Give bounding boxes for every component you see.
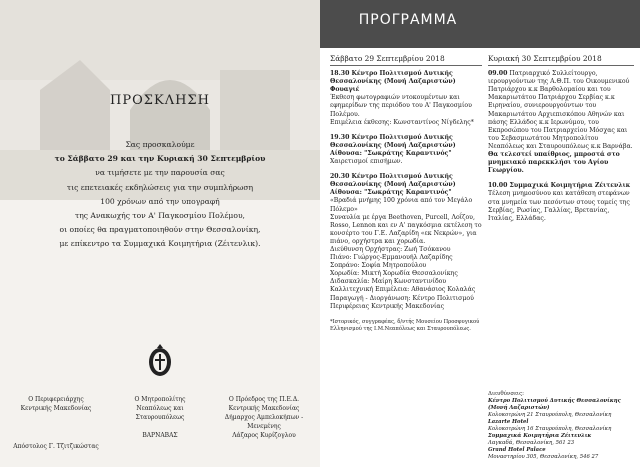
invitation-line: Σας προσκαλούμε — [125, 140, 195, 149]
event-item: 19.30 Κέντρο Πολιτισμού Δυτικής Θεσσαλονίκης (Μονή Λαζαριστών) Αίθουσα: "Σωκράτης Καραντινός" Χαιρετισμοί επισήμων. — [330, 133, 456, 166]
invitation-text — [8, 138, 312, 252]
program-day-saturday — [330, 55, 482, 333]
invitation-line: τις επετειακές εκδηλώσεις για την συμπλήρωση — [66, 182, 254, 192]
program-title: ΠΡΟΓΡΑΜΜΑ — [358, 12, 458, 28]
invitation-title: ΠΡΟΣΚΛΗΣΗ — [110, 93, 210, 108]
program-panel — [320, 0, 640, 467]
invitation-line: με επίκεντρο τα Συμμαχικά Κοιμητήρια (Ζέιτενλικ). — [59, 239, 261, 249]
address-item: Grand Hotel Palace Μοναστηρίου 305, Θεσσαλονίκη, 546 27 — [488, 447, 599, 460]
invitation-line: της Ανακωχής τον Α' Παγκοσμίου Πολέμου, — [75, 211, 245, 221]
invitation-line: οι οποίες θα πραγματοποιηθούν στην Θεσσαλονίκη, — [59, 225, 261, 235]
address-item: Κέντρο Πολιτισμού Δυτικής Θεσσαλονίκης (Μονή Λαζαριστών) Κολοκοτρώνη 21 Σταυρούπολη, Θεσσαλονίκη — [488, 398, 621, 418]
program-day-sunday — [488, 55, 634, 230]
day-date: Σάββατο 29 Σεπτεμβρίου 2018 — [330, 55, 482, 66]
metropolis-seal-icon — [147, 342, 173, 378]
footnote: *Ιστορικός, συγγραφέας, δ/ντής Μουσείου Προσφυγικού Ελληνισμού της Ι.Μ.Νεαπόλεως και Σταυρουπόλεως. — [330, 318, 480, 332]
invitation-line-dates: το Σάββατο 29 και την Κυριακή 30 Σεπτεμβρίου — [54, 154, 266, 164]
invitation-line: να τιμήσετε με την παρουσία σας — [95, 168, 225, 178]
addresses-label: Διευθύνσεις: — [488, 391, 525, 397]
signatory-mayor: Ο Πρόεδρος της Π.Ε.Δ. Κεντρικής Μακεδονίας Δήμαρχος Αμπελοκήπων - Μενεμένης Λάζαρος Κυρίζογλου — [224, 396, 304, 439]
signatory-regional-governor: Ο Περιφερειάρχης Κεντρικής Μακεδονίας Απόστολος Γ. Τζιτζικώστας — [13, 396, 99, 450]
signatory-metropolitan: Ο Μητροπολίτης Νεαπόλεως και Σταυρουπόλεως ΒΑΡΝΑΒΑΣ — [134, 396, 186, 439]
program-header — [320, 0, 640, 48]
invitation-line: 100 χρόνων από την υπογραφή — [100, 196, 220, 206]
event-item: 09.00 Πατριαρχικό Συλλείτουργο, ιερουργούντων της Α.Θ.Π. του Οικουμενικού Πατριάρχου κ.κ Βαρθολομαίου και του Μακαριωτάτου Πατριάρχου Σερβίας κ.κ Ειρηναίου, συνιερουργούντων του Μακαριωτάτου Αρχιεπισκόπου Αθηνών και πάσης Ελλάδος κ.κ Ιερωνύμου, του Εκπροσώπου του Πατριαρχείου Μόσχας και του Σεβασμιωτάτου Μητροπολίτου Νεαπόλεως και Σταυρουπόλεως κ.κ Βαρνάβα. Θα τελεστεί υπαίθριος, μπροστά στο μνημειακό παρεκκλήσι του Αγίου Γεωργίου. — [488, 70, 633, 175]
addresses-block — [488, 391, 634, 461]
address-item: Συμμαχικά Κοιμητήρια Ζέιτενλικ Λαγκαδά, Θεσσαλονίκη, 561 23 — [488, 433, 592, 446]
event-item: 20.30 Κέντρο Πολιτισμού Δυτικής Θεσσαλονίκης (Μονή Λαζαριστών) Αίθουσα: "Σωκράτης Καραντινός" «Βραδιά μνήμης 100 χρόνια από τον Μεγάλο Πόλεμο» Συναυλία με έργα Beethoven, Purcell, Λοΐζου, Rosso, Lennon και εν Α' παγκόσμια εκτέλεση το κονσέρτο του Γ.Ε. Λαζαρίδη «εκ Νεκρών», για πιάνο, ορχήστρα και χορωδία. Διεύθυνση Ορχήστρας: Ζωή Τσόκανου Πιάνο: Γιώργος-Εμμανουήλ Λαζαρίδης Σοπράνο: Σοφία Μητροπούλου Χορωδία: Μικτή Χορωδία Θεσσαλονίκης Διδασκαλία: Μαίρη Κωνσταντινίδου Καλλιτεχνική Επιμέλεια: Αθανάσιος Κολαλάς Παραγωγή - Διοργάνωση: Κέντρο Πολιτισμού Περιφέρειας Κεντρικής Μακεδονίας — [330, 173, 482, 310]
day-date: Κυριακή 30 Σεπτεμβρίου 2018 — [488, 55, 634, 66]
address-item: Lazarte Hotel Κολοκοτρώνη 16 Σταυρούπολη, Θεσσαλονίκη — [488, 419, 612, 432]
event-item: 10.00 Συμμαχικά Κοιμητήρια Ζέιτενλικ Τέλεση μνημοσύνου και κατάθεση στεφάνων στα μνημεία των πεσόντων στους τομείς της Σερβίας, Ρωσίας, Γαλλίας, Βρετανίας, Ιταλίας, Ελλάδας. — [488, 182, 631, 222]
event-item: 18.30 Κέντρο Πολιτισμού Δυτικής Θεσσαλονίκης (Μονή Λαζαριστών) Φουαγιέ Έκθεση φωτογραφιών ντοκουμέντων και εφημερίδων της περιόδου του Α' Παγκοσμίου Πολέμου. Επιμέλεια έκθεσης: Κωνσταντίνος Νίγδελης* — [330, 70, 474, 126]
